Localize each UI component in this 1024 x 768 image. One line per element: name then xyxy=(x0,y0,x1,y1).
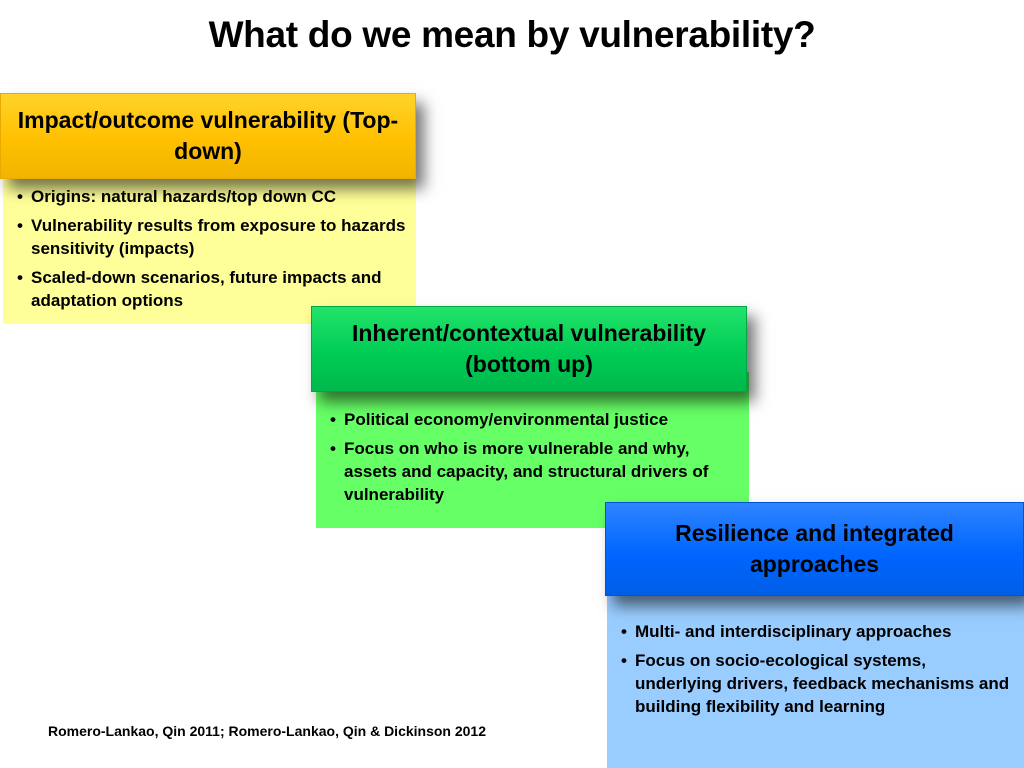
bullet-item: • Political economy/environmental justice xyxy=(328,408,739,431)
impact-outcome-details xyxy=(3,165,416,324)
bullet-item: • Focus on socio-ecological systems, underlying drivers, feedback mechanisms and building flexibility and learning xyxy=(619,649,1016,718)
impact-outcome-header xyxy=(0,93,416,179)
bullet-list xyxy=(619,620,1016,718)
resilience-header xyxy=(605,502,1024,596)
bullet-list xyxy=(328,408,739,506)
slide-title: What do we mean by vulnerability? xyxy=(208,14,816,55)
bullet-list xyxy=(15,185,406,312)
bullet-item: • Focus on who is more vulnerable and why, assets and capacity, and structural drivers of vulnerability xyxy=(328,437,739,506)
bullet-item: • Scaled-down scenarios, future impacts and adaptation options xyxy=(15,266,406,312)
inherent-contextual-header xyxy=(311,306,747,392)
bullet-item: • Origins: natural hazards/top down CC xyxy=(15,185,406,208)
resilience-details xyxy=(607,596,1024,768)
panel-heading: Impact/outcome vulnerability (Top-down) xyxy=(17,107,399,164)
bullet-item: • Vulnerability results from exposure to hazards sensitivity (impacts) xyxy=(15,214,406,260)
citation: Romero-Lankao, Qin 2011; Romero-Lankao, Qin & Dickinson 2012 xyxy=(48,723,487,739)
bullet-item: • Multi- and interdisciplinary approaches xyxy=(619,620,1016,643)
panel-heading: Resilience and integrated approaches xyxy=(675,520,954,577)
panel-heading: Inherent/contextual vulnerability (bottom up) xyxy=(351,320,707,377)
